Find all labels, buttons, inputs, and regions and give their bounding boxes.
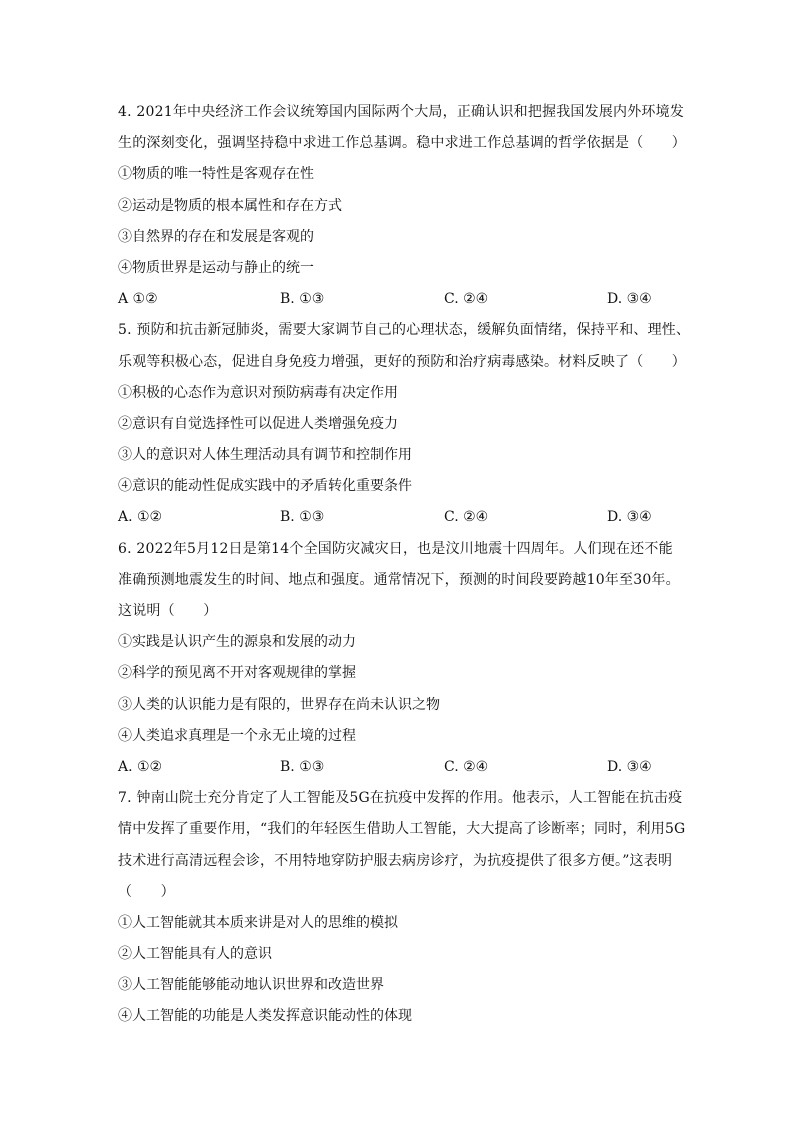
statement-option: ①物质的唯一特性是客观存在性 xyxy=(118,166,314,183)
question-stem-line: （ ） xyxy=(118,883,175,900)
statement-option: ④人工智能的功能是人类发挥意识能动性的体现 xyxy=(118,1008,412,1025)
statement-option: ②运动是物质的根本属性和存在方式 xyxy=(118,197,342,214)
question-stem-line: 技术进行高清远程会诊，不用特地穿防护服去病房诊疗，为抗疫提供了很多方便。”这表明 xyxy=(118,852,673,869)
choice-b: B. ①③ xyxy=(280,509,325,526)
question-4 xyxy=(118,97,686,315)
answer-choices xyxy=(118,752,678,783)
choice-c: C. ②④ xyxy=(444,291,489,308)
question-stem-line: 7. 钟南山院士充分肯定了人工智能及5G在抗疫中发挥的作用。他表示，人工智能在抗击疫 xyxy=(118,790,683,807)
statement-option: ②人工智能具有人的意识 xyxy=(118,946,272,963)
question-stem-line: 4. 2021年中央经济工作会议统筹国内国际两个大局，正确认识和把握我国发展内外环境发 xyxy=(118,104,685,120)
statement-option: ③人工智能能够能动地认识世界和改造世界 xyxy=(118,977,384,994)
choice-a: A ①② xyxy=(118,291,158,308)
question-list xyxy=(118,97,691,1033)
question-stem-line: 准确预测地震发生的时间、地点和强度。通常情况下，预测的时间段要跨越10年至30年。 xyxy=(118,571,680,588)
statement-option: ②科学的预见离不开对客观规律的掌握 xyxy=(118,665,356,682)
statement-option: ①人工智能就其本质来讲是对人的思维的模拟 xyxy=(118,914,398,931)
statement-option: ④物质世界是运动与静止的统一 xyxy=(118,259,314,276)
statement-option: ③人类的认识能力是有限的，世界存在尚未认识之物 xyxy=(118,696,440,713)
choice-c: C. ②④ xyxy=(444,509,489,526)
question-stem-line: 情中发挥了重要作用，“我们的年轻医生借助人工智能，大大提高了诊断率；同时，利用5G xyxy=(118,821,686,838)
answer-choices xyxy=(118,502,678,533)
question-6 xyxy=(118,534,678,784)
question-stem-line: 这说明（ ） xyxy=(118,603,218,619)
choice-d: D. ③④ xyxy=(607,509,652,526)
question-stem-line: 乐观等积极心态，促进自身免疫力增强，更好的预防和治疗病毒感染。材料反映了（ ） xyxy=(118,353,686,370)
question-stem-line: 5. 预防和抗击新冠肺炎，需要大家调节自己的心理状态，缓解负面情绪，保持平和、理性、 xyxy=(118,322,691,339)
statement-option: ①实践是认识产生的源泉和发展的动力 xyxy=(118,634,356,651)
statement-option: ③自然界的存在和发展是客观的 xyxy=(118,228,314,245)
choice-c: C. ②④ xyxy=(444,758,489,775)
statement-option: ②意识有自觉选择性可以促进人类增强免疫力 xyxy=(118,415,398,432)
statement-option: ④意识的能动性促成实践中的矛盾转化重要条件 xyxy=(118,478,412,495)
question-7 xyxy=(118,783,686,1033)
question-stem-line: 6. 2022年5月12日是第14个全国防灾减灾日，也是汶川地震十四周年。人们现在还不能 xyxy=(118,540,673,557)
choice-d: D. ③④ xyxy=(607,758,652,775)
question-5 xyxy=(118,315,691,533)
choice-b: B. ①③ xyxy=(280,758,325,775)
statement-option: ①积极的心态作为意识对预防病毒有决定作用 xyxy=(118,384,398,401)
choice-b: B. ①③ xyxy=(280,291,325,308)
choice-a: A. ①② xyxy=(118,509,163,526)
choice-a: A. ①② xyxy=(118,758,163,775)
choice-d: D. ③④ xyxy=(607,291,652,308)
answer-choices xyxy=(118,284,678,315)
question-stem-line: 生的深刻变化，强调坚持稳中求进工作总基调。稳中求进工作总基调的哲学依据是（ ） xyxy=(118,135,686,152)
statement-option: ④人类追求真理是一个永无止境的过程 xyxy=(118,727,356,744)
statement-option: ③人的意识对人体生理活动具有调节和控制作用 xyxy=(118,447,412,464)
